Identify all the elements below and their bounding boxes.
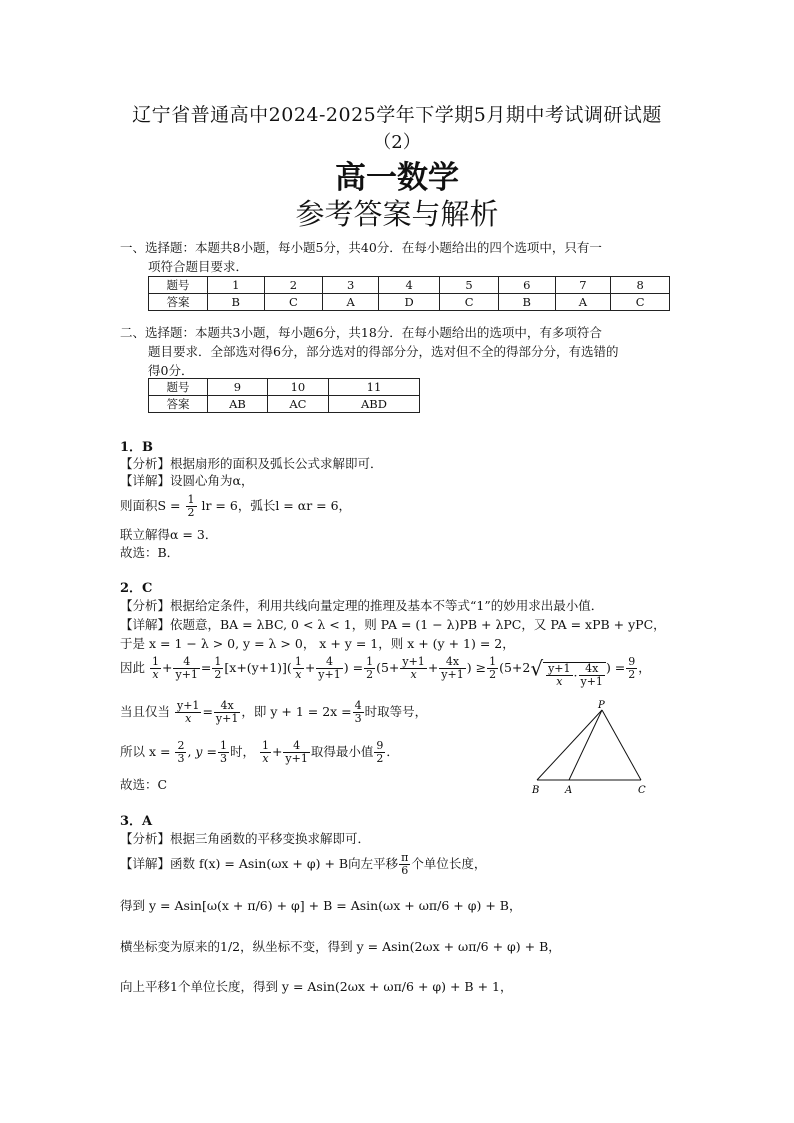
- q2-equality-suffix: 时取等号，: [364, 704, 428, 719]
- answer-cell: A: [323, 294, 379, 311]
- q1-analysis: 【分析】根据扇形的面积及弧长公式求解即可．: [120, 456, 383, 471]
- answer-cell: AC: [267, 396, 328, 413]
- q3-step3: 向上平移1个单位长度，得到 y = Asin(2ωx + ωπ/6 + φ) + B + 1，: [120, 979, 513, 994]
- label-a: A: [565, 785, 573, 796]
- answer-subtitle: 参考答案与解析: [295, 197, 499, 231]
- q3-step1: 得到 y = Asin[ω(x + π/6) + φ] + B = Asin(ωx + ωπ/6 + φ) + B，: [120, 898, 522, 913]
- q3-detail: 【详解】函数 f(x) = Asin(ωx + φ) + B向左平移 $\frac{\pi}{6}$ 个单位长度，: [120, 851, 487, 877]
- label-b: B: [532, 785, 540, 796]
- q2-minimum-mid: 时，: [229, 744, 255, 759]
- question-number-cell: 7: [555, 277, 611, 294]
- q2-inequality: 因此 $\frac{1}{x}$ + $\frac{4}{y+1}$ = $\frac{1}{2}$ [x+(y+1)]( $\frac{1}{x}$ + $\frac{4}{y+1}$ ) = $\frac{1}{2}$ (5+ $\frac{y+1}{x}$ + $\frac{4x}{y+1}$ ) ≥ $\frac{1}{2}$ (5+2√ $\frac{y+1}{x}$ · $\frac{4x}{y+1}$ ) = $\frac{9}{2}$ ，: [120, 655, 651, 688]
- q1-solve: 联立解得α = 3．: [120, 527, 218, 542]
- table-row: [149, 277, 670, 294]
- q2-minimum-prefix: 所以 x =: [120, 744, 171, 759]
- answer-cell: C: [264, 294, 323, 311]
- question-number-cell: 9: [208, 379, 268, 396]
- q3-detail-prefix: 【详解】函数 f(x) = Asin(ωx + φ) + B向左平移: [120, 856, 399, 871]
- section2-answer-table: [148, 378, 420, 413]
- question-number-cell: 8: [611, 277, 670, 294]
- segment-pa: [569, 710, 602, 780]
- row-label-answer: 答案: [149, 396, 208, 413]
- q2-line3: 于是 x = 1 − λ > 0, y = λ > 0， x + y = 1，则 x + (y + 1) = 2，: [120, 636, 515, 651]
- table-row: [149, 294, 670, 311]
- triangle-figure: [525, 700, 660, 798]
- section2-intro: [120, 323, 680, 380]
- segment-pc: [602, 710, 641, 780]
- q3-number: 3．A: [120, 814, 153, 829]
- question-number-cell: 4: [379, 277, 440, 294]
- q1-number: 1．B: [120, 440, 154, 455]
- question-number-cell: 2: [264, 277, 323, 294]
- segment-pb: [537, 710, 602, 780]
- q2-minimum-suffix: 取得最小值: [310, 744, 374, 759]
- answer-cell: B: [498, 294, 555, 311]
- q2-equality-prefix: 当且仅当: [120, 704, 171, 719]
- answer-cell: C: [440, 294, 499, 311]
- row-label-question: 题号: [149, 379, 208, 396]
- q2-conclusion: 故选：C: [120, 777, 168, 792]
- q2-analysis: 【分析】根据给定条件，利用共线向量定理的推理及基本不等式“1”的妙用求出最小值．: [120, 598, 604, 613]
- section1-answer-table: [148, 276, 670, 311]
- answer-cell: C: [611, 294, 670, 311]
- q1-conclusion: 故选：B．: [120, 545, 180, 560]
- q1-area-line: [120, 494, 351, 519]
- answer-cell: B: [208, 294, 265, 311]
- q1-area-prefix: 则面积S =: [120, 498, 181, 513]
- table-row: [149, 379, 420, 396]
- subject-title: 高一数学: [335, 160, 459, 196]
- section2-intro-line1: 二、选择题：本题共3小题，每小题6分，共18分．在每小题给出的选项中，有多项符合: [120, 325, 602, 340]
- q2-minimum: 所以 x = $\frac{2}{3}$ , y = $\frac{1}{3}$ 时， $\frac{1}{x}$ + $\frac{4}{y+1}$ 取得最小值 $\frac{9}{2}$ ．: [120, 739, 399, 765]
- exam-title-number: （2）: [373, 132, 421, 153]
- q1-detail: 【详解】设圆心角为α，: [120, 473, 254, 488]
- q2-inequality-prefix: 因此: [120, 660, 146, 675]
- section2-intro-line2: 题目要求．全部选对得6分，部分选对的得部分分，选对但不全的得部分分，有选错的: [148, 344, 619, 359]
- q1-half-fraction: $\frac{1}{2}$: [187, 493, 195, 519]
- section1-intro-line2: 项符合题目要求．: [148, 259, 249, 274]
- q2-equality-condition: 当且仅当 $\frac{y+1}{x}$ = $\frac{4x}{y+1}$ ，即 y + 1 = 2x = $\frac{4}{3}$ 时取等号，: [120, 699, 428, 725]
- q3-analysis: 【分析】根据三角函数的平移变换求解即可．: [120, 831, 371, 846]
- q2-number: 2．C: [120, 581, 153, 596]
- label-c: C: [638, 785, 646, 796]
- q3-step2: 横坐标变为原来的1/2，纵坐标不变，得到 y = Asin(2ωx + ωπ/6 + φ) + B，: [120, 939, 561, 954]
- q2-equality-mid: ，即 y + 1 = 2x =: [241, 704, 352, 719]
- table-row: [149, 396, 420, 413]
- answer-cell: AB: [208, 396, 268, 413]
- exam-title: 辽宁省普通高中2024-2025学年下学期5月期中考试调研试题: [132, 104, 662, 126]
- q2-detail: 【详解】依题意，BA = λBC, 0 < λ < 1，则 PA = (1 − λ)PB + λPC，又 PA = xPB + yPC，: [120, 617, 666, 632]
- answer-cell: A: [555, 294, 611, 311]
- section2-intro-line3: 得0分．: [148, 363, 194, 378]
- row-label-question: 题号: [149, 277, 208, 294]
- section1-intro: [120, 238, 680, 276]
- question-number-cell: 1: [208, 277, 265, 294]
- question-number-cell: 5: [440, 277, 499, 294]
- row-label-answer: 答案: [149, 294, 208, 311]
- label-p: P: [598, 700, 605, 711]
- answer-cell: ABD: [328, 396, 419, 413]
- question-number-cell: 3: [323, 277, 379, 294]
- question-number-cell: 6: [498, 277, 555, 294]
- question-number-cell: 11: [328, 379, 419, 396]
- answer-cell: D: [379, 294, 440, 311]
- section1-intro-line1: 一、选择题：本题共8小题，每小题5分，共40分．在每小题给出的四个选项中，只有一: [120, 240, 602, 255]
- question-number-cell: 10: [267, 379, 328, 396]
- q1-area-suffix: lr = 6，弧长l = αr = 6，: [201, 498, 352, 513]
- q3-detail-suffix: 个单位长度，: [411, 856, 487, 871]
